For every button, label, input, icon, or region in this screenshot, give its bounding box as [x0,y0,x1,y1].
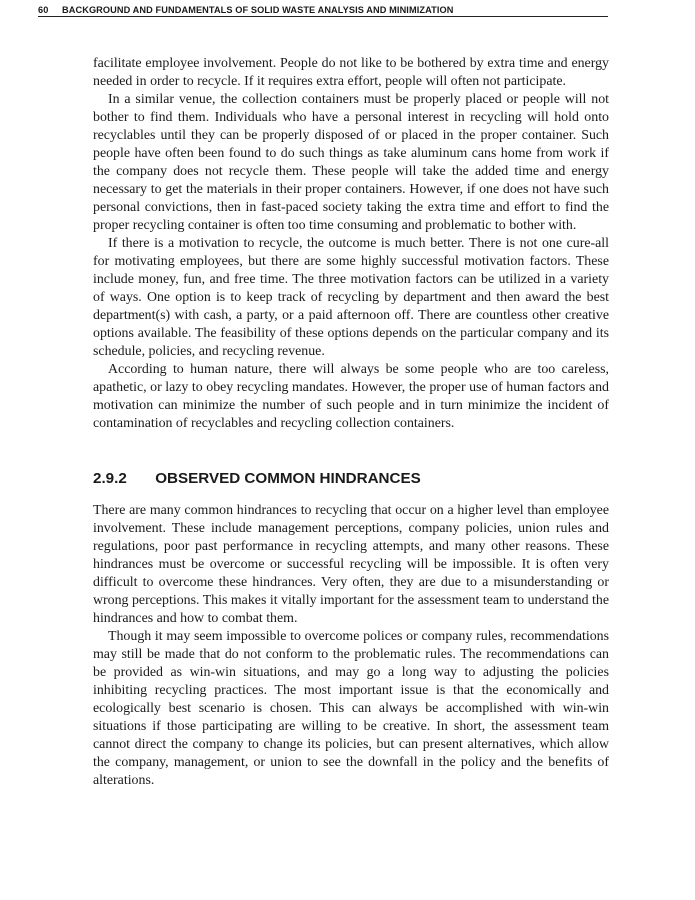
page-body [93,55,609,790]
section-number: 2.9.2 [93,470,127,487]
section-heading [93,469,609,489]
body-paragraph-3: If there is a motivation to recycle, the outcome is much better. There is not one cure-all for motivating employees, but there are some highly successful motivation factors. These include money, fun, and free time. The three motivation factors can be utilized in a variety of ways. One option is to keep track of recycling by department and then award the best department(s) with cash, a party, or a paid afternoon off. There are countless other creative options available. The feasibility of these options depends on the particular company and its schedule, policies, and recycling revenue. [93,236,609,359]
section-paragraph-1: There are many common hindrances to recycling that occur on a higher level than employee involvement. These include management perceptions, company policies, union rules and regulations, poor past performance in recycling attempts, and many other reasons. These hindrances must be overcome or successful recycling will be impossible. It is often very difficult to overcome these hindrances. Very often, they are due to a misunderstanding or wrong perceptions. This makes it vitally important for the assessment team to understand the hindrances and how to combat them. [93,503,609,626]
section-title: OBSERVED COMMON HINDRANCES [155,470,421,487]
running-header [38,5,608,17]
body-paragraph-4: According to human nature, there will always be some people who are too careless, apathetic, or lazy to obey recycling mandates. However, the proper use of human factors and motivation can minimize the number of such people and in turn minimize the incident of contamination of recyclables and recycling collection containers. [93,362,609,431]
section-paragraph-2: Though it may seem impossible to overcome polices or company rules, recommendations may still be made that do not conform to the problematic rules. The recommendations can be provided as win-win situations, and may go a long way to adjusting the policies inhibiting recycling practices. The most important issue is that the economically and ecologically best scenario is chosen. This can always be accomplished with win-win situations if those participating are willing to be creative. In short, the assessment team cannot direct the company to change its policies, but can present alternatives, which allow the company, management, or union to see the downfall in the policy and the benefits of alterations. [93,629,609,788]
running-title: BACKGROUND AND FUNDAMENTALS OF SOLID WASTE ANALYSIS AND MINIMIZATION [62,5,454,15]
page-number: 60 [38,5,49,15]
body-paragraph-2: In a similar venue, the collection containers must be properly placed or people will not bother to find them. Individuals who have a personal interest in recycling will hold onto recyclables until they can be properly disposed of or placed in the proper container. Such people have often been found to do such things as take aluminum cans home from work if the company does not recycle them. These people will take the added time and energy necessary to get the materials in their proper containers. However, if one does not have such personal convictions, then in fast-paced society taking the extra time and effort to find the proper recycling container is often too time consuming and problematic to bother with. [93,92,609,233]
body-paragraph-1: facilitate employee involvement. People do not like to be bothered by extra time and energy needed in order to recycle. If it requires extra effort, people will often not participate. [93,56,609,89]
